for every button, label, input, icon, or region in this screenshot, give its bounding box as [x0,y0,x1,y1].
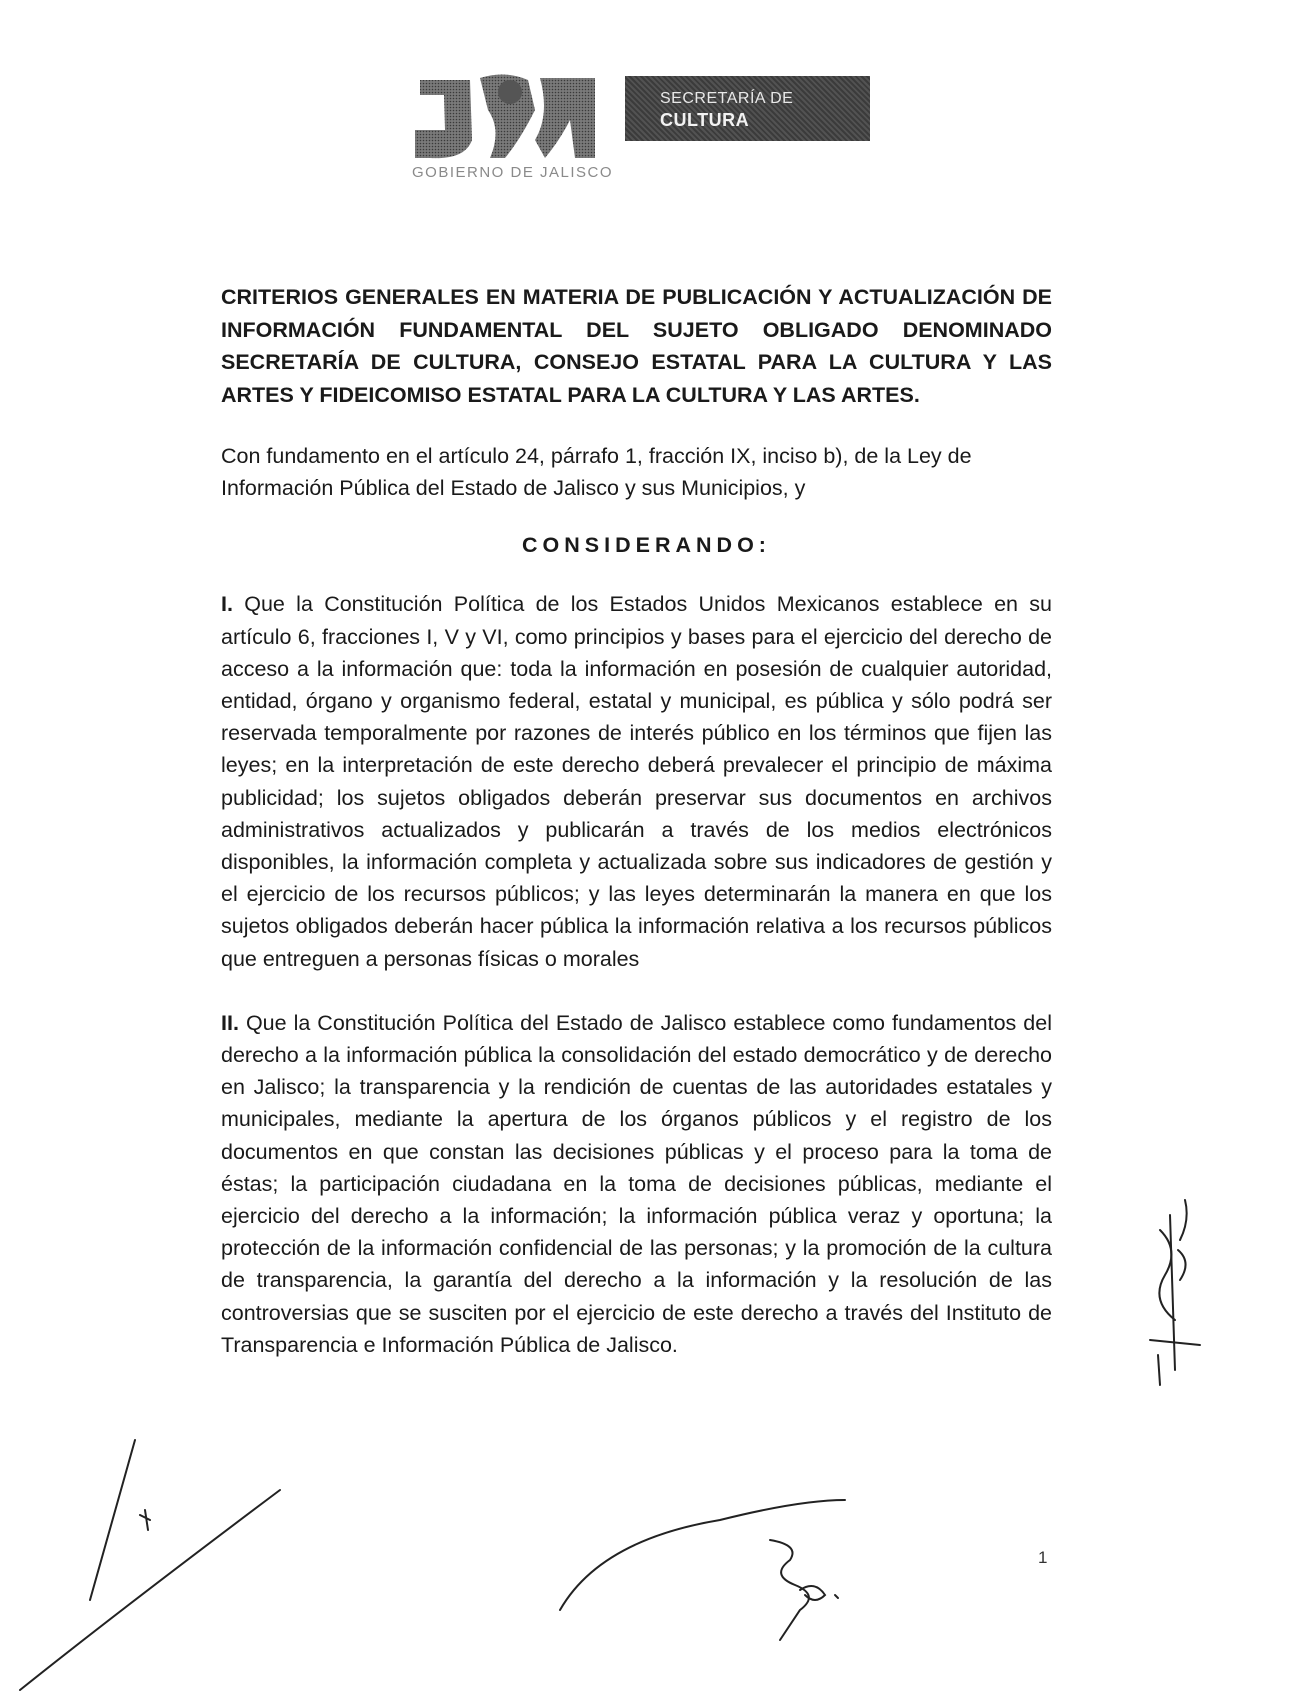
paragraph-i [221,588,1052,974]
paragraph-numeral: II. [221,1010,239,1035]
paragraph-numeral: I. [221,592,233,617]
logo-banner-line1: SECRETARÍA DE [660,90,794,107]
paragraph-ii [221,1007,1052,1361]
paragraph-text: Que la Constitución Política de los Estados Unidos Mexicanos establece en su artículo 6, fracciones I, V y VI, como principios y bases para el ejercicio del derecho de acceso a la información que: toda la información en posesión de cualquier autoridad, entidad, órgano y organismo federal, estatal y municipal, es pública y sólo podrá ser reservada temporalmente por razones de interés público en los términos que fijen las leyes; en la interpretación de este derecho deberá prevalecer el principio de máxima publicidad; los sujetos obligados deberán preservar sus documentos en archivos administrativos actualizados y publicarán a través de los medios electrónicos disponibles, la información completa y actualizada sobre sus indicadores de gestión y el ejercicio de los recursos públicos; y las leyes determinarán la manera en que los sujetos obligados deberán hacer pública la información relativa a los recursos públicos que entreguen a personas físicas o morales [221,592,1052,971]
considerando-heading: CONSIDERANDO: [522,533,771,558]
intro-paragraph: Con fundamento en el artículo 24, párrafo 1, fracción IX, inciso b), de la Ley de Información Pública del Estado de Jalisco y sus Municipios, y [221,444,972,501]
jalisco-emblem-icon [410,70,600,162]
logo-banner-line2: CULTURA [660,110,750,130]
document-title: CRITERIOS GENERALES EN MATERIA DE PUBLICACIÓN Y ACTUALIZACIÓN DE INFORMACIÓN FUNDAMENTAL DEL SUJETO OBLIGADO DENOMINADO SECRETARÍA DE CULTURA, CONSEJO ESTATAL PARA LA CULTURA Y LAS ARTES Y FIDEICOMISO ESTATAL PARA LA CULTURA Y LAS ARTES. [221,285,1052,407]
page-number: 1 [1038,1548,1048,1567]
secretaria-cultura-logo [410,64,870,184]
document-body [221,281,1052,1361]
signature-right-margin-icon [1150,1200,1200,1385]
logo-subtitle: GOBIERNO DE JALISCO [412,164,614,181]
paragraph-text: Que la Constitución Política del Estado de Jalisco establece como fundamentos del derecho a la información pública la consolidación del estado democrático y de derecho en Jalisco; la transparencia y la rendición de cuentas de las autoridades estatales y municipales, mediante la apertura de los órganos públicos y el registro de los documentos en que constan las decisiones públicas y el proceso para la toma de éstas; la participación ciudadana en la toma de decisiones públicas, mediante el ejercicio del derecho a la información; la información pública veraz y oportuna; la protección de la información confidencial de las personas; y la promoción de la cultura de transparencia, la garantía del derecho a la información y la resolución de las controversias que se susciten por el ejercicio de este derecho a través del Instituto de Transparencia e Información Pública de Jalisco. [221,1010,1053,1357]
logo-banner [625,76,870,141]
signature-bottom-center-icon [560,1500,845,1640]
signature-bottom-left-icon [20,1440,280,1690]
